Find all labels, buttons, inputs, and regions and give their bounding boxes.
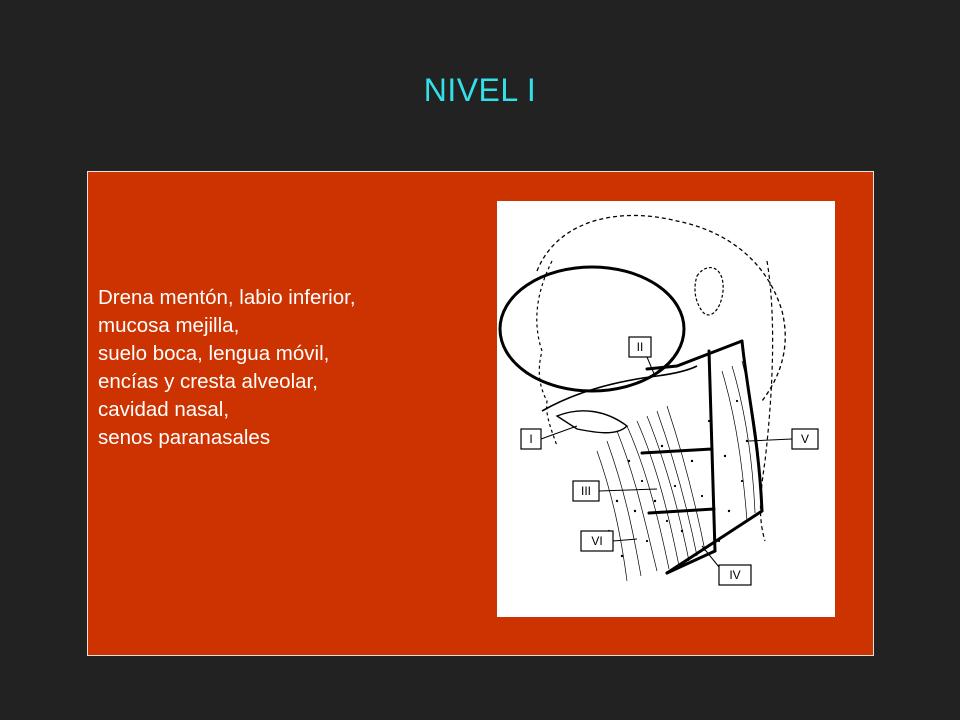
label-level-5 bbox=[749, 429, 818, 449]
head-outline bbox=[537, 215, 785, 401]
label-level-5-text: V bbox=[800, 432, 810, 446]
ear-outline bbox=[695, 268, 723, 315]
description-line-3: suelo boca, lengua móvil, bbox=[98, 342, 330, 365]
neck-lymph-node-levels-illustration bbox=[497, 201, 835, 617]
label-level-3 bbox=[573, 481, 657, 501]
neck-muscle-texture bbox=[597, 361, 761, 581]
label-level-6-text: VI bbox=[591, 534, 603, 548]
description-line-1: Drena mentón, labio inferior, bbox=[98, 286, 356, 309]
description-line-2: mucosa mejilla, bbox=[98, 314, 240, 337]
label-level-6 bbox=[581, 531, 637, 551]
label-level-2-text: II bbox=[636, 340, 644, 354]
label-level-3-text: III bbox=[580, 484, 592, 498]
label-level-1 bbox=[521, 426, 577, 449]
label-level-1-text: I bbox=[529, 432, 533, 446]
label-level-4-text: IV bbox=[729, 568, 741, 582]
description-line-4: encías y cresta alveolar, bbox=[98, 370, 318, 393]
face-profile bbox=[537, 261, 557, 446]
content-panel bbox=[87, 171, 874, 656]
description-line-5: cavidad nasal, bbox=[98, 398, 230, 421]
label-level-4 bbox=[702, 546, 751, 585]
level-1-region-ellipse bbox=[500, 267, 684, 391]
description-text bbox=[98, 284, 488, 452]
label-level-2 bbox=[629, 337, 655, 376]
neck-diagram-svg bbox=[497, 201, 835, 617]
description-line-6: senos paranasales bbox=[98, 426, 271, 449]
slide-title: NIVEL I bbox=[423, 72, 537, 108]
